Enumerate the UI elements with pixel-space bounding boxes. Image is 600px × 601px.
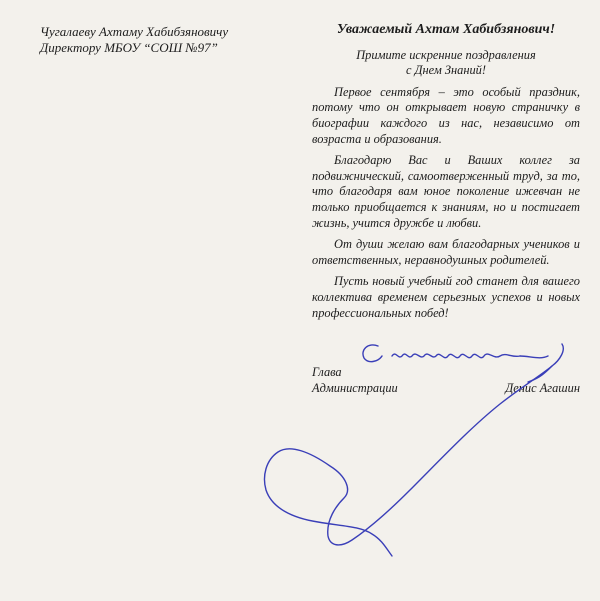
greeting-line-1: Примите искренние поздравления <box>356 47 536 62</box>
paragraph-3: От души желаю вам благодарных учеников и ответственных, неравнодушных родителей. <box>312 237 580 267</box>
greeting <box>312 48 580 79</box>
paragraph-1: Первое сентября – это особый праздник, потому что он открывает новую страничку в биографии каждого из нас, независимо от возраста и образования. <box>312 84 580 146</box>
addressee-name: Чугалаеву Ахтаму Хабибзяновичу <box>40 24 229 39</box>
addressee-block <box>40 24 228 56</box>
signer-title-line-2: Администрации <box>312 381 398 395</box>
paragraph-4: Пусть новый учебный год станет для вашего коллектива временем серьезных успехов и новых профессиональных побед! <box>312 274 580 320</box>
salutation: Уважаемый Ахтам Хабибзянович! <box>336 22 556 37</box>
addressee-position: Директору МБОУ “СОШ №97” <box>40 40 218 55</box>
signature-block <box>312 364 580 396</box>
letter-body <box>312 22 580 327</box>
signer-title-line-1: Глава <box>312 365 342 379</box>
paragraph-2: Благодарю Вас и Ваших коллег за подвижнический, самоотверженный труд, за то, что благодаря вам юное поколение ижевчан не только приобщается к знаниям, но и постигает жизнь, учится дружбе и любви. <box>312 153 580 230</box>
signer-name: Денис Агашин <box>505 381 580 395</box>
greeting-line-2: с Днем Знаний! <box>406 63 486 78</box>
